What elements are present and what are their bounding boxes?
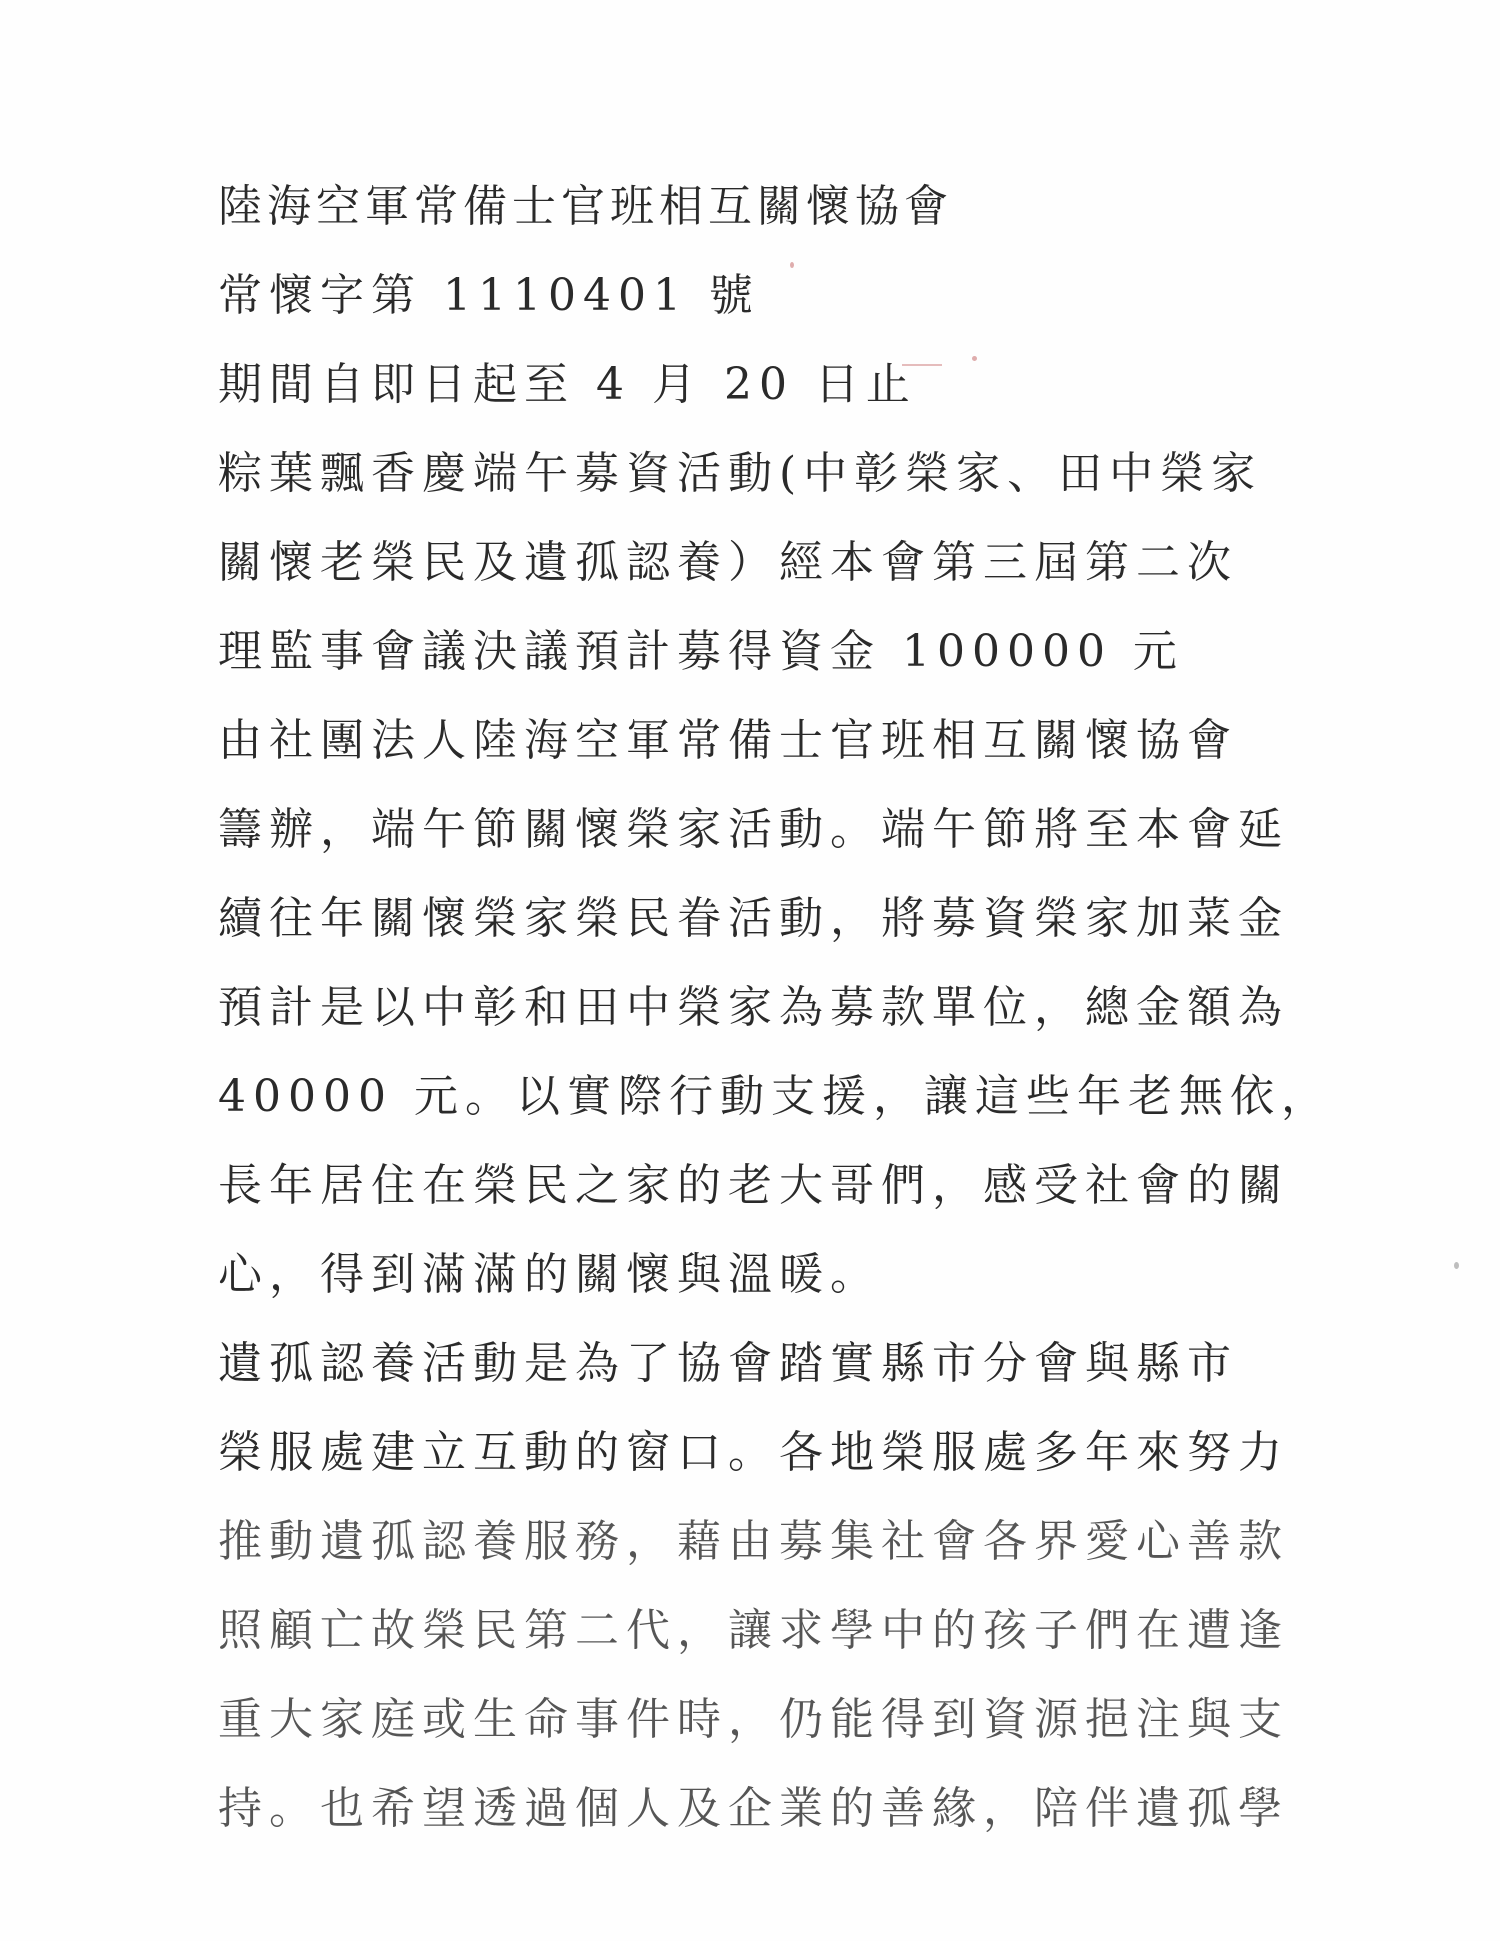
body-line: 照顧亡故榮民第二代，讓求學中的孩子們在遭逢: [218, 1605, 1289, 1656]
body-line: 推動遺孤認養服務，藉由募集社會各界愛心善款: [218, 1516, 1289, 1567]
body-line: 榮服處建立互動的窗口。各地榮服處多年來努力: [218, 1427, 1289, 1478]
body-line: 40000 元。以實際行動支援，讓這些年老無依，: [218, 1071, 1332, 1122]
document-body: [218, 181, 1332, 1876]
document-number: 常懷字第 1110401 號: [218, 270, 760, 321]
organization-name: 陸海空軍常備士官班相互關懷協會: [218, 181, 953, 232]
body-line: 長年居住在榮民之家的老大哥們，感受社會的關: [218, 1160, 1289, 1211]
stamp-speck: [1454, 1262, 1459, 1269]
body-line: 重大家庭或生命事件時，仍能得到資源挹注與支: [218, 1694, 1289, 1745]
body-line: 預計是以中彰和田中榮家為募款單位，總金額為: [218, 982, 1289, 1033]
body-line: 關懷老榮民及遺孤認養）經本會第三屆第二次: [218, 537, 1238, 588]
body-line: 理監事會議決議預計募得資金 100000 元: [218, 626, 1184, 677]
body-line: 持。也希望透過個人及企業的善緣，陪伴遺孤學: [218, 1783, 1289, 1834]
body-line: 心，得到滿滿的關懷與溫暖。: [218, 1249, 881, 1300]
body-line: 粽葉飄香慶端午募資活動(中彰榮家、田中榮家: [218, 448, 1263, 499]
body-line: 由社團法人陸海空軍常備士官班相互關懷協會: [218, 715, 1238, 766]
campaign-period: 期間自即日起至 4 月 20 日止: [218, 359, 917, 410]
body-line: 遺孤認養活動是為了協會踏實縣市分會與縣市: [218, 1338, 1238, 1389]
body-line: 籌辦，端午節關懷榮家活動。端午節將至本會延: [218, 804, 1289, 855]
body-line: 續往年關懷榮家榮民眷活動，將募資榮家加菜金: [218, 893, 1289, 944]
